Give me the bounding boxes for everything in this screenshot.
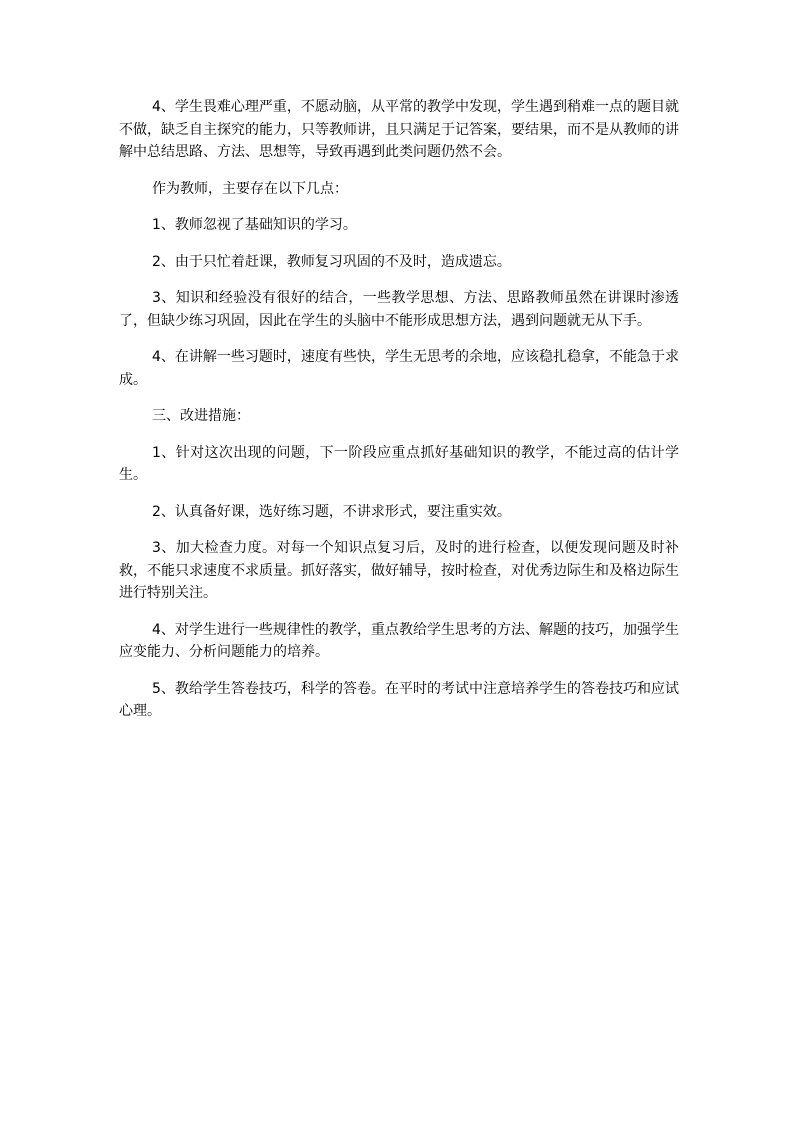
paragraph-teacher-issue-2: 2、由于只忙着赶课，教师复习巩固的不及时，造成遗忘。 [152,253,511,270]
paragraph-measure-5: 5、教给学生答卷技巧，科学的答卷。在平时的考试中注意培养学生的答卷技巧和应试心理。 [119,680,679,719]
paragraph-teacher-issues-intro: 作为教师，主要存在以下几点： [152,180,348,197]
paragraph-measure-1: 1、针对这次出现的问题，下一阶段应重点抓好基础知识的教学，不能过高的估计学生。 [119,444,679,483]
document-body [119,96,679,737]
paragraph-student-fear: 4、学生畏难心理严重，不愿动脑，从平常的教学中发现，学生遇到稍难一点的题目就不做，缺乏自主探究的能力，只等教师讲，且只满足于记答案，要结果，而不是从教师的讲解中总结思路、方法、思想等，导致再遇到此类问题仍然不会。 [119,99,679,160]
paragraph-measure-2: 2、认真备好课，选好练习题，不讲求形式，要注重实效。 [152,503,511,520]
paragraph-teacher-issue-3: 3、知识和经验没有很好的结合，一些教学思想、方法、思路教师虽然在讲课时渗透了，但缺少练习巩固，因此在学生的头脑中不能形成思想方法，遇到问题就无从下手。 [119,290,679,329]
paragraph-teacher-issue-1: 1、教师忽视了基础知识的学习。 [152,217,357,233]
paragraph-teacher-issue-4: 4、在讲解一些习题时，速度有些快，学生无思考的余地，应该稳扎稳拿，不能急于求成。 [119,349,679,388]
paragraph-measure-4: 4、对学生进行一些规律性的教学，重点教给学生思考的方法、解题的技巧，加强学生应变能力、分析问题能力的培养。 [119,621,679,660]
paragraph-measure-3: 3、加大检查力度。对每一个知识点复习后，及时的进行检查，以便发现问题及时补救，不能只求速度不求质量。抓好落实，做好辅导，按时检查，对优秀边际生和及格边际生进行特别关注。 [119,540,679,601]
section-heading-improvement: 三、改进措施： [152,408,250,424]
